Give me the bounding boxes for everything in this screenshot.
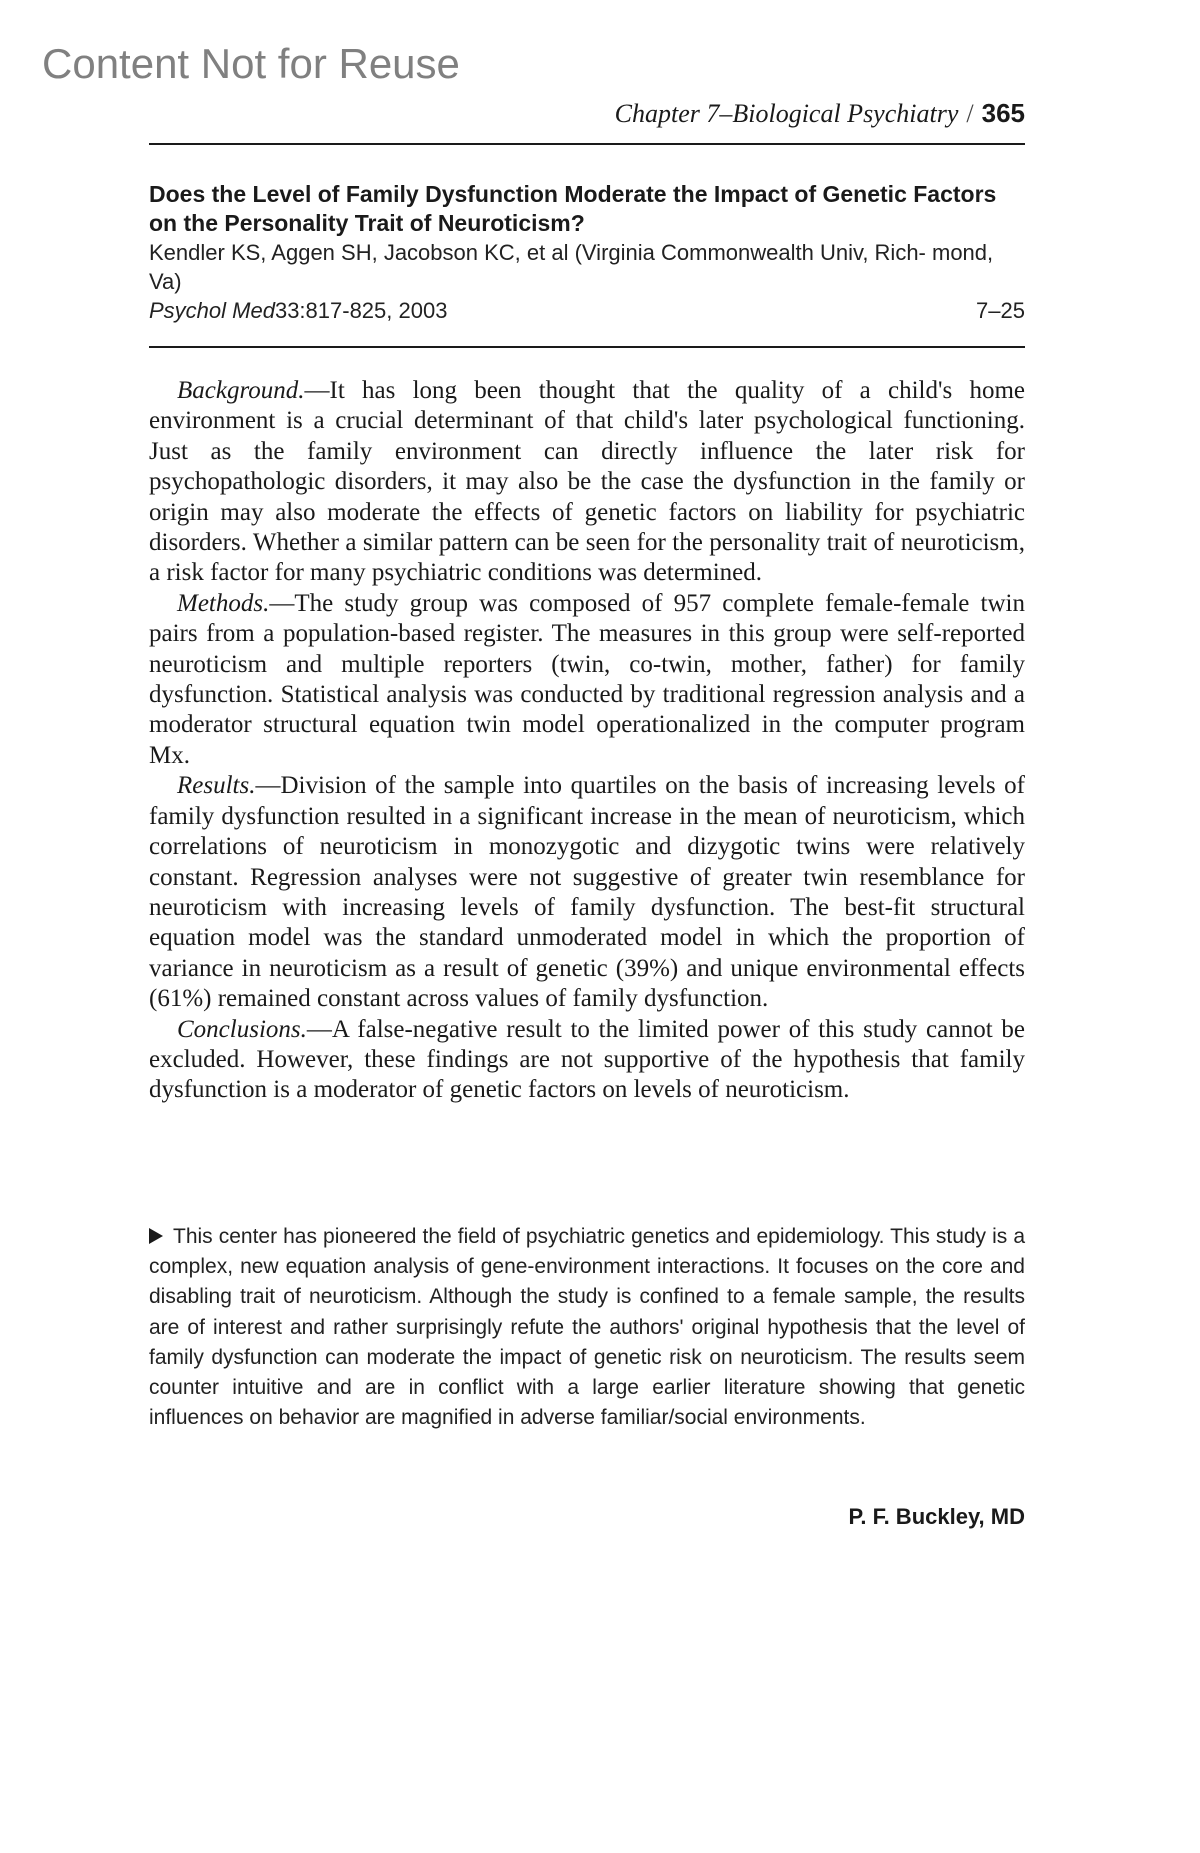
results-label: Results. (177, 772, 256, 800)
abstract-results (149, 771, 1025, 1014)
editorial-comment (149, 1222, 1025, 1433)
abstract-methods (149, 589, 1025, 771)
abstract-body (149, 376, 1025, 1106)
page-number: 365 (981, 98, 1025, 128)
arrow-icon (149, 1228, 163, 1244)
running-head (149, 98, 1025, 129)
comment-text: This center has pioneered the field of psychiatric genetics and epidemiology. This study is a complex, new equation analysis of gene-environment interactions. It focuses on the core and disabling trait of neuroticism. Although the study is confined to a female sample, the results are of interest and rather surprisingly refute the authors' original hypothesis that the level of family dysfunction can moderate the impact of genetic risk on neuroticism. The results seem counter intuitive and are in conflict with a large earlier literature showing that genetic influences on behavior are magnified in adverse familiar/social environments. (149, 1225, 1025, 1430)
article-header (149, 180, 1025, 326)
comment-author: P. F. Buckley, MD (848, 1504, 1025, 1529)
header-bottom-rule (149, 346, 1025, 348)
running-head-separator: / (966, 99, 974, 128)
conclusions-label: Conclusions. (177, 1015, 307, 1043)
conclusions-text: —A false-negative result to the limited power of this study cannot be excluded. However, these findings are not supportive of the hypothesis that family dysfunction is a moderator of genetic factors on levels of neuroticism. (149, 1015, 1025, 1104)
journal-name: Psychol Med (149, 298, 275, 323)
background-label: Background. (177, 377, 305, 404)
abstract-conclusions (149, 1015, 1025, 1106)
methods-label: Methods. (177, 589, 270, 617)
citation-line (149, 296, 1025, 326)
watermark: Content Not for Reuse (42, 40, 460, 87)
abstract-id: 7–25 (976, 298, 1025, 323)
methods-text: —The study group was composed of 957 complete female-female twin pairs from a population-based register. The measures in this group were self-reported neuroticism and multiple reporters (twin, co-twin, mother, father) for family dysfunction. Statistical analysis was conducted by traditional regression analysis and a moderator structural equation twin model operationalized in the computer program Mx. (149, 589, 1025, 769)
chapter-title: Chapter 7–Biological Psychiatry (614, 99, 959, 128)
background-text: —It has long been thought that the quality of a child's home environment is a crucial determinant of that child's later psychological functioning. Just as the family environment can directly influence the later risk for psychopathologic disorders, it may also be the case the dysfunction in the family or origin may also moderate the effects of genetic factors on liability for psychiatric disorders. Whether a similar pattern can be seen for the personality trait of neuroticism, a risk factor for many psychiatric conditions was determined. (149, 377, 1025, 587)
abstract-background (149, 376, 1025, 589)
header-rule (149, 143, 1025, 145)
results-text: —Division of the sample into quartiles on the basis of increasing levels of family dysfunction resulted in a significant increase in the mean of neuroticism, which correlations of neuroticism in monozygotic and dizygotic twins were relatively constant. Regression analyses were not suggestive of greater twin resemblance for neuroticism with increasing levels of family dysfunction. The best-fit structural equation model was the standard unmoderated model in which the proportion of variance in neuroticism as a result of genetic (39%) and unique environmental effects (61%) remained constant across values of family dysfunction. (149, 772, 1025, 1013)
article-authors: Kendler KS, Aggen SH, Jacobson KC, et al (Virginia Commonwealth Univ, Rich- mond, Va) (149, 240, 994, 294)
article-title: Does the Level of Family Dysfunction Moderate the Impact of Genetic Factors on the Personality Trait of Neuroticism? (149, 181, 997, 236)
volume-pages-year: 33:817-825, 2003 (274, 298, 448, 323)
